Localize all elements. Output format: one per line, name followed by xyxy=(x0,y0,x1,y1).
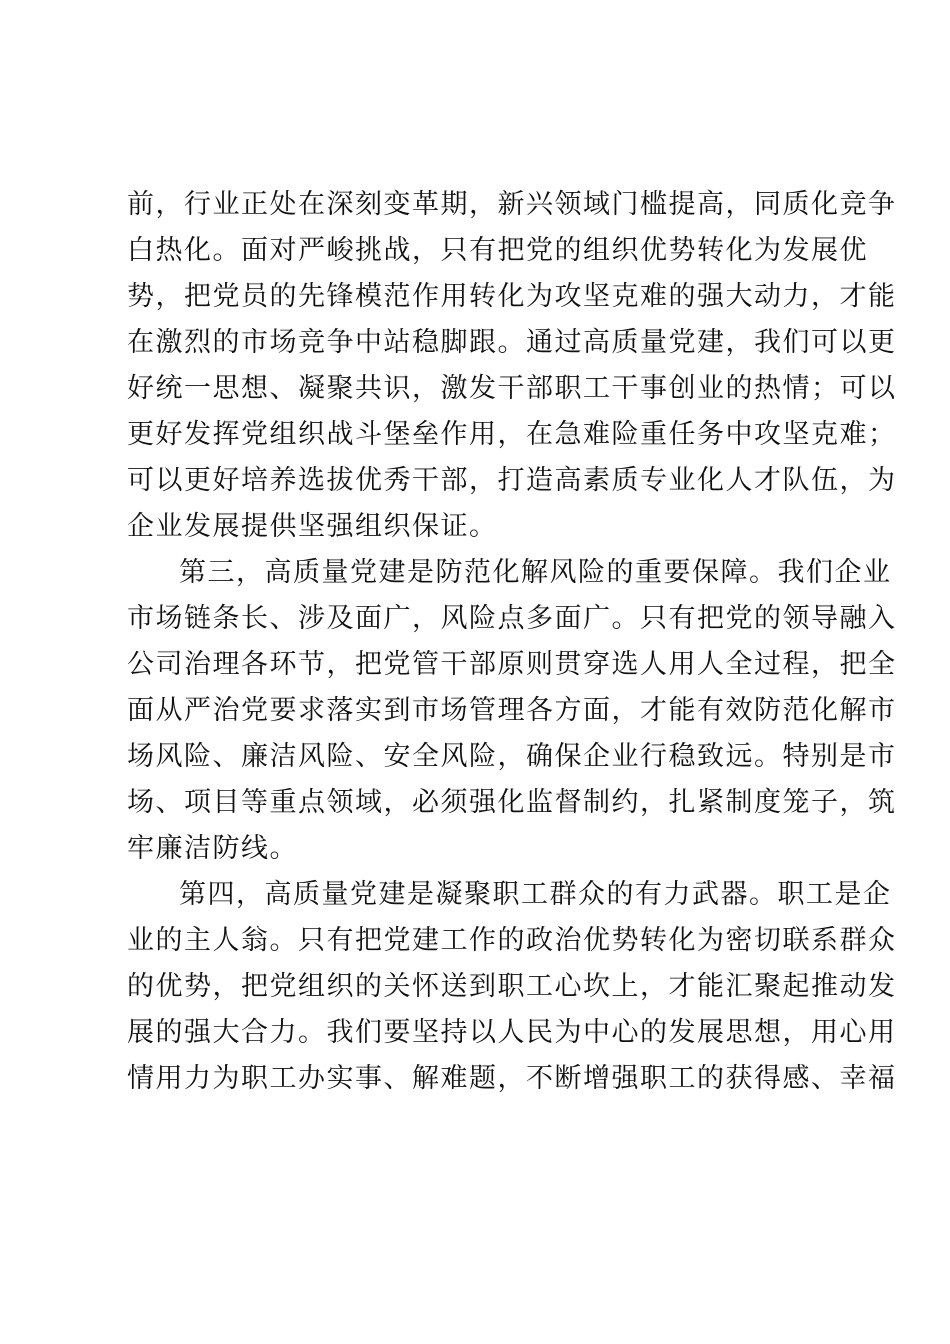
text-line: 前，行业正处在深刻变革期，新兴领域门槛提高，同质化竞争 xyxy=(127,189,897,220)
text-line: 在激烈的市场竞争中站稳脚跟。通过高质量党建，我们可以更 xyxy=(127,327,897,358)
text-line: 面从严治党要求落实到市场管理各方面，才能有效防范化解市 xyxy=(127,695,897,726)
text-line: 情用力为职工办实事、解难题，不断增强职工的获得感、幸福 xyxy=(127,1063,897,1094)
text-line: 场、项目等重点领域，必须强化监督制约，扎紧制度笼子，筑 xyxy=(127,787,897,818)
text-line: 业的主人翁。只有把党建工作的政治优势转化为密切联系群众 xyxy=(127,925,897,956)
text-line: 企业发展提供坚强组织保证。 xyxy=(127,511,498,542)
text-line: 好统一思想、凝聚共识，激发干部职工干事创业的热情；可以 xyxy=(127,373,897,404)
text-line: 可以更好培养选拔优秀干部，打造高素质专业化人才队伍，为 xyxy=(127,465,897,496)
text-line-indented: 第四，高质量党建是凝聚职工群众的有力武器。职工是企 xyxy=(179,879,892,910)
text-line: 白热化。面对严峻挑战，只有把党的组织优势转化为发展优 xyxy=(127,235,868,266)
text-line-indented: 第三，高质量党建是防范化解风险的重要保障。我们企业 xyxy=(179,557,892,588)
text-line: 展的强大合力。我们要坚持以人民为中心的发展思想，用心用 xyxy=(127,1017,897,1048)
paragraph-fourth-worker-unity xyxy=(127,872,897,1102)
text-line: 牢廉洁防线。 xyxy=(127,833,298,864)
text-line: 公司治理各环节，把党管干部原则贯穿选人用人全过程，把全 xyxy=(127,649,897,680)
paragraph-third-risk-prevention xyxy=(127,550,897,872)
text-line: 场风险、廉洁风险、安全风险，确保企业行稳致远。特别是市 xyxy=(127,741,897,772)
document-page xyxy=(127,182,897,1102)
text-line: 市场链条长、涉及面广，风险点多面广。只有把党的领导融入 xyxy=(127,603,897,634)
text-line: 更好发挥党组织战斗堡垒作用，在急难险重任务中攻坚克难； xyxy=(127,419,897,450)
text-line: 的优势，把党组织的关怀送到职工心坎上，才能汇聚起推动发 xyxy=(127,971,897,1002)
text-line: 势，把党员的先锋模范作用转化为攻坚克难的强大动力，才能 xyxy=(127,281,897,312)
paragraph-continued xyxy=(127,182,897,550)
